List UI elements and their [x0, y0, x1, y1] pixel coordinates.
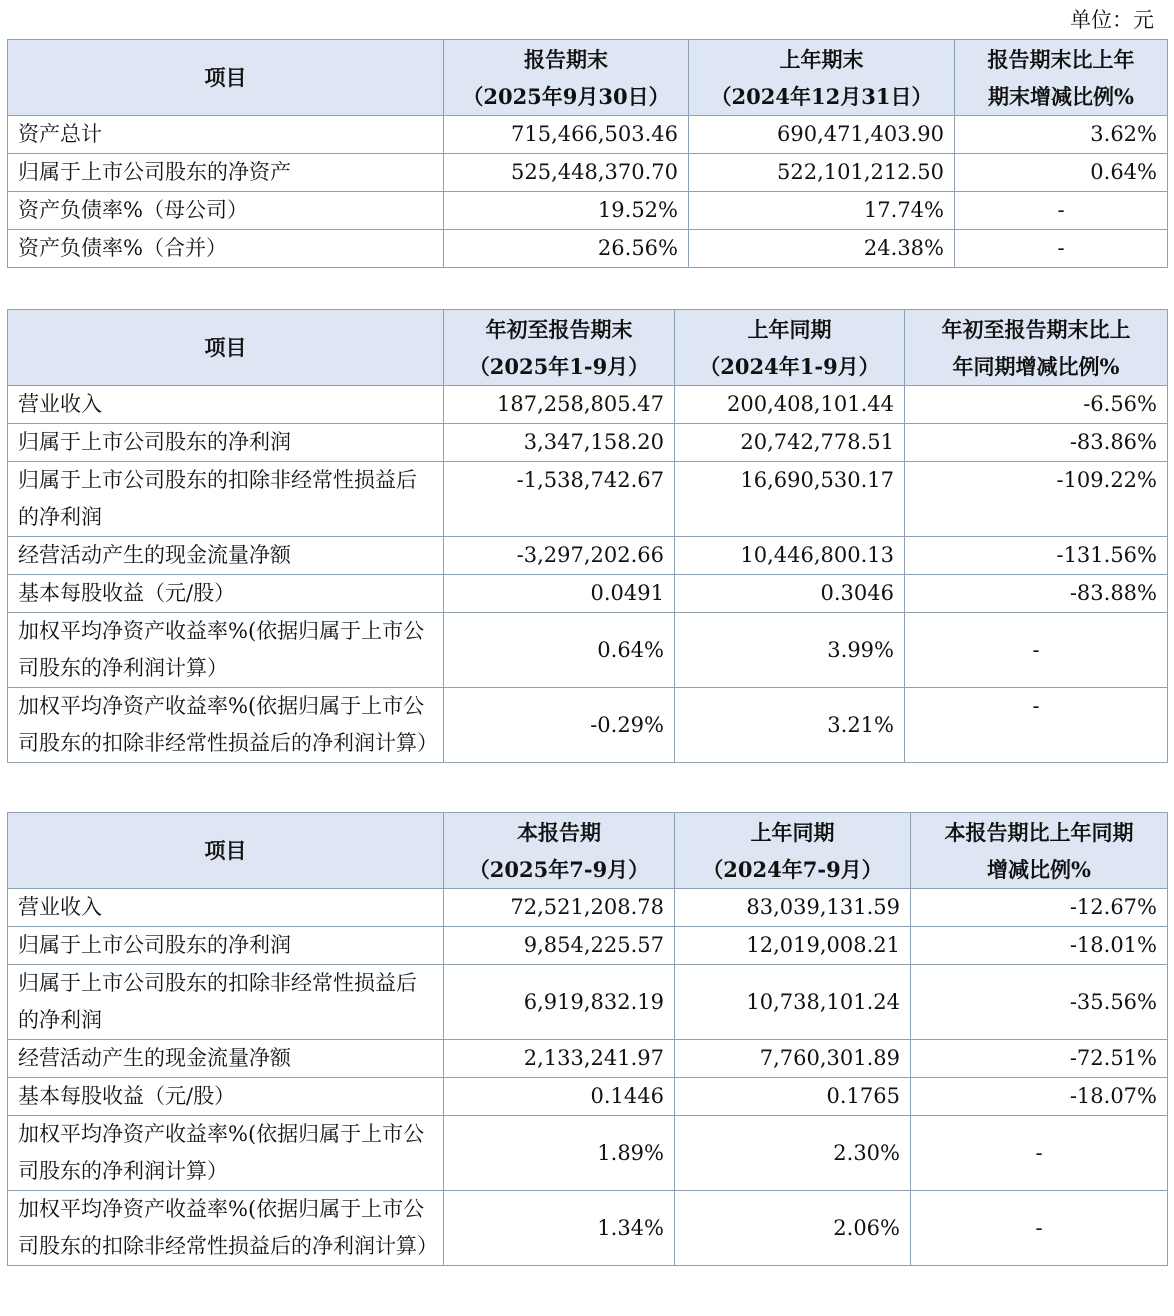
- value-prior: 2.06%: [675, 1191, 911, 1266]
- table-row: [8, 965, 1168, 1040]
- value-change: -131.56%: [905, 537, 1168, 575]
- value-current: 0.0491: [444, 575, 675, 613]
- value-change: -18.01%: [911, 927, 1168, 965]
- header-current-quarter: 本报告期 （2025年7-9月）: [444, 813, 675, 889]
- value-prior: 3.21%: [675, 688, 905, 763]
- row-label: 归属于上市公司股东的净利润: [8, 424, 444, 462]
- value-current: 525,448,370.70: [444, 154, 689, 192]
- table-row: [8, 154, 1168, 192]
- value-current: 2,133,241.97: [444, 1040, 675, 1078]
- table-row: [8, 927, 1168, 965]
- value-prior: 522,101,212.50: [689, 154, 955, 192]
- value-prior: 2.30%: [675, 1116, 911, 1191]
- header-change-pct: 年初至报告期末比上 年同期增减比例%: [905, 310, 1168, 386]
- value-current: 187,258,805.47: [444, 386, 675, 424]
- value-prior: 0.1765: [675, 1078, 911, 1116]
- value-change: -83.88%: [905, 575, 1168, 613]
- header-prior-year-end: 上年期末 （2024年12月31日）: [689, 40, 955, 116]
- value-current: 26.56%: [444, 230, 689, 268]
- row-label: 加权平均净资产收益率%(依据归属于上市公司股东的净利润计算）: [8, 613, 444, 688]
- value-prior: 17.74%: [689, 192, 955, 230]
- header-item: 项目: [8, 40, 444, 116]
- row-label: 归属于上市公司股东的净利润: [8, 927, 444, 965]
- value-change: -: [955, 230, 1168, 268]
- value-change: -6.56%: [905, 386, 1168, 424]
- value-prior: 83,039,131.59: [675, 889, 911, 927]
- row-label: 归属于上市公司股东的扣除非经常性损益后的净利润: [8, 462, 444, 537]
- row-label: 经营活动产生的现金流量净额: [8, 1040, 444, 1078]
- value-change: -: [911, 1191, 1168, 1266]
- row-label: 基本每股收益（元/股）: [8, 1078, 444, 1116]
- header-item: 项目: [8, 310, 444, 386]
- row-label: 归属于上市公司股东的净资产: [8, 154, 444, 192]
- row-label: 加权平均净资产收益率%(依据归属于上市公司股东的扣除非经常性损益后的净利润计算）: [8, 1191, 444, 1266]
- value-current: 9,854,225.57: [444, 927, 675, 965]
- table-header-row: [8, 40, 1168, 116]
- value-current: -1,538,742.67: [444, 462, 675, 537]
- value-change: -: [905, 688, 1168, 763]
- table-row: [8, 230, 1168, 268]
- value-change: 3.62%: [955, 116, 1168, 154]
- table-row: [8, 537, 1168, 575]
- table-row: [8, 613, 1168, 688]
- header-prior-quarter: 上年同期 （2024年7-9月）: [675, 813, 911, 889]
- value-current: -0.29%: [444, 688, 675, 763]
- header-ytd: 年初至报告期末 （2025年1-9月）: [444, 310, 675, 386]
- value-change: -35.56%: [911, 965, 1168, 1040]
- value-change: -: [905, 613, 1168, 688]
- value-prior: 7,760,301.89: [675, 1040, 911, 1078]
- table-row: [8, 1191, 1168, 1266]
- quarter-table: [7, 812, 1168, 1266]
- table-row: [8, 462, 1168, 537]
- row-label: 资产负债率%（母公司）: [8, 192, 444, 230]
- value-current: 0.1446: [444, 1078, 675, 1116]
- table-row: [8, 424, 1168, 462]
- value-change: -12.67%: [911, 889, 1168, 927]
- header-period-end: 报告期末 （2025年9月30日）: [444, 40, 689, 116]
- value-prior: 12,019,008.21: [675, 927, 911, 965]
- value-change: 0.64%: [955, 154, 1168, 192]
- row-label: 资产总计: [8, 116, 444, 154]
- value-current: 72,521,208.78: [444, 889, 675, 927]
- value-change: -109.22%: [905, 462, 1168, 537]
- value-current: 19.52%: [444, 192, 689, 230]
- table-row: [8, 688, 1168, 763]
- value-prior: 10,446,800.13: [675, 537, 905, 575]
- value-current: 3,347,158.20: [444, 424, 675, 462]
- value-prior: 0.3046: [675, 575, 905, 613]
- row-label: 归属于上市公司股东的扣除非经常性损益后的净利润: [8, 965, 444, 1040]
- value-current: 0.64%: [444, 613, 675, 688]
- header-item: 项目: [8, 813, 444, 889]
- row-label: 营业收入: [8, 386, 444, 424]
- value-current: -3,297,202.66: [444, 537, 675, 575]
- balance-table: [7, 39, 1168, 268]
- value-change: -83.86%: [905, 424, 1168, 462]
- ytd-table: [7, 309, 1168, 763]
- value-change: -: [911, 1116, 1168, 1191]
- table-row: [8, 1040, 1168, 1078]
- row-label: 资产负债率%（合并）: [8, 230, 444, 268]
- value-change: -: [955, 192, 1168, 230]
- value-current: 1.34%: [444, 1191, 675, 1266]
- row-label: 基本每股收益（元/股）: [8, 575, 444, 613]
- unit-label: 单位：元: [1070, 8, 1154, 32]
- table-row: [8, 1078, 1168, 1116]
- table-row: [8, 116, 1168, 154]
- value-current: 715,466,503.46: [444, 116, 689, 154]
- value-prior: 3.99%: [675, 613, 905, 688]
- row-label: 经营活动产生的现金流量净额: [8, 537, 444, 575]
- value-current: 1.89%: [444, 1116, 675, 1191]
- value-prior: 690,471,403.90: [689, 116, 955, 154]
- value-change: -18.07%: [911, 1078, 1168, 1116]
- value-prior: 20,742,778.51: [675, 424, 905, 462]
- table-header-row: [8, 310, 1168, 386]
- value-change: -72.51%: [911, 1040, 1168, 1078]
- header-change-pct: 报告期末比上年 期末增减比例%: [955, 40, 1168, 116]
- value-prior: 24.38%: [689, 230, 955, 268]
- table-row: [8, 192, 1168, 230]
- table-row: [8, 575, 1168, 613]
- row-label: 加权平均净资产收益率%(依据归属于上市公司股东的扣除非经常性损益后的净利润计算）: [8, 688, 444, 763]
- header-change-pct: 本报告期比上年同期 增减比例%: [911, 813, 1168, 889]
- row-label: 加权平均净资产收益率%(依据归属于上市公司股东的净利润计算）: [8, 1116, 444, 1191]
- row-label: 营业收入: [8, 889, 444, 927]
- header-prior-ytd: 上年同期 （2024年1-9月）: [675, 310, 905, 386]
- value-prior: 16,690,530.17: [675, 462, 905, 537]
- value-prior: 200,408,101.44: [675, 386, 905, 424]
- table-row: [8, 386, 1168, 424]
- table-row: [8, 1116, 1168, 1191]
- value-prior: 10,738,101.24: [675, 965, 911, 1040]
- table-row: [8, 889, 1168, 927]
- table-header-row: [8, 813, 1168, 889]
- value-current: 6,919,832.19: [444, 965, 675, 1040]
